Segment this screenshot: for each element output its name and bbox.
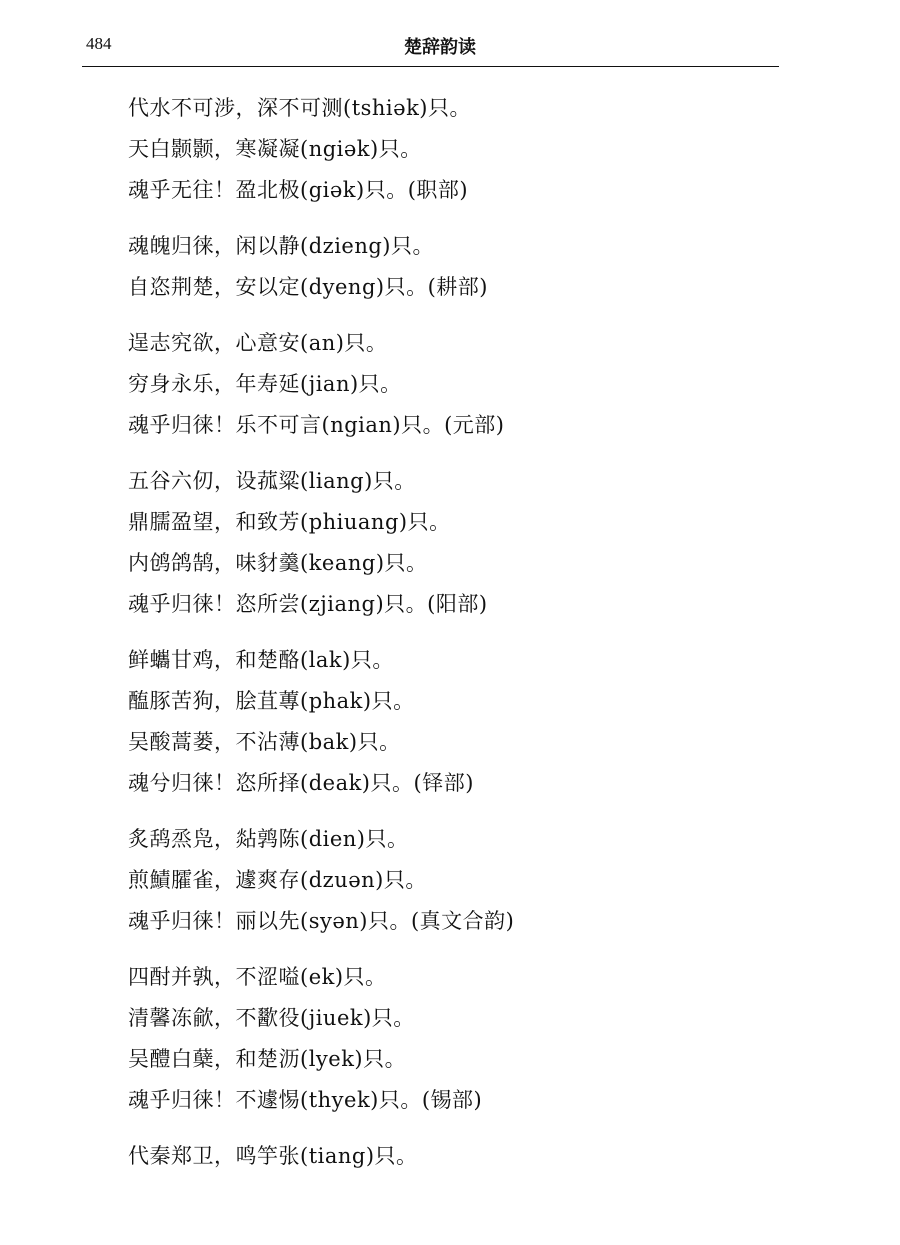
verse-line: 清馨冻歈，不歠役(jiuek)只。 xyxy=(128,1006,415,1030)
stanza xyxy=(128,640,828,804)
stanza xyxy=(128,957,828,1121)
verse-line: 吴酸蒿蒌，不沾薄(bak)只。 xyxy=(128,730,401,754)
verse-line: 魂乎归徕！丽以先(syən)只。(真文合韵) xyxy=(128,909,515,933)
verse-line: 五谷六仞，设菰粱(liang)只。 xyxy=(128,469,416,493)
verse-line: 代秦郑卫，鸣竽张(tiang)只。 xyxy=(128,1144,418,1168)
stanza xyxy=(128,461,828,625)
verse-line: 魂乎归徕！不遽惕(thyek)只。(锡部) xyxy=(128,1088,483,1112)
stanza xyxy=(128,226,828,308)
verse-line: 魂乎归徕！恣所尝(zjiang)只。(阳部) xyxy=(128,592,488,616)
verse-body xyxy=(128,88,828,1192)
verse-line: 逞志究欲，心意安(an)只。 xyxy=(128,331,388,355)
verse-line: 穷身永乐，年寿延(jian)只。 xyxy=(128,372,402,396)
verse-line: 炙鸹烝凫，煔鹑陈(dien)只。 xyxy=(128,827,409,851)
verse-line: 魂兮归徕！恣所择(deak)只。(铎部) xyxy=(128,771,474,795)
stanza xyxy=(128,323,828,446)
verse-line: 四酎并孰，不涩嗌(ek)只。 xyxy=(128,965,387,989)
page-number: 484 xyxy=(86,34,112,53)
stanza xyxy=(128,819,828,942)
verse-line: 自恣荆楚，安以定(dyeng)只。(耕部) xyxy=(128,275,488,299)
verse-line: 吴醴白蘖，和楚沥(lyek)只。 xyxy=(128,1047,407,1071)
verse-line: 魂魄归徕，闲以静(dzieng)只。 xyxy=(128,234,435,258)
header-rule xyxy=(82,66,779,67)
verse-line: 鲜蠵甘鸡，和楚酪(lak)只。 xyxy=(128,648,394,672)
verse-line: 醢豚苦狗，脍苴蓴(phak)只。 xyxy=(128,689,415,713)
verse-line: 魂乎归徕！乐不可言(ngian)只。(元部) xyxy=(128,413,505,437)
verse-line: 天白颢颢，寒凝凝(ngiək)只。 xyxy=(128,137,422,161)
verse-line: 鼎臑盈望，和致芳(phiuang)只。 xyxy=(128,510,451,534)
running-title: 楚辞韵读 xyxy=(404,37,476,58)
verse-line: 魂乎无往！盈北极(giək)只。(职部) xyxy=(128,178,469,202)
stanza xyxy=(128,1136,828,1177)
verse-line: 代水不可涉，深不可测(tshiək)只。 xyxy=(128,96,471,120)
stanza xyxy=(128,88,828,211)
verse-line: 煎鰿臛雀，遽爽存(dzuən)只。 xyxy=(128,868,427,892)
verse-line: 内鸧鸽鹄，味豺羹(keang)只。 xyxy=(128,551,428,575)
